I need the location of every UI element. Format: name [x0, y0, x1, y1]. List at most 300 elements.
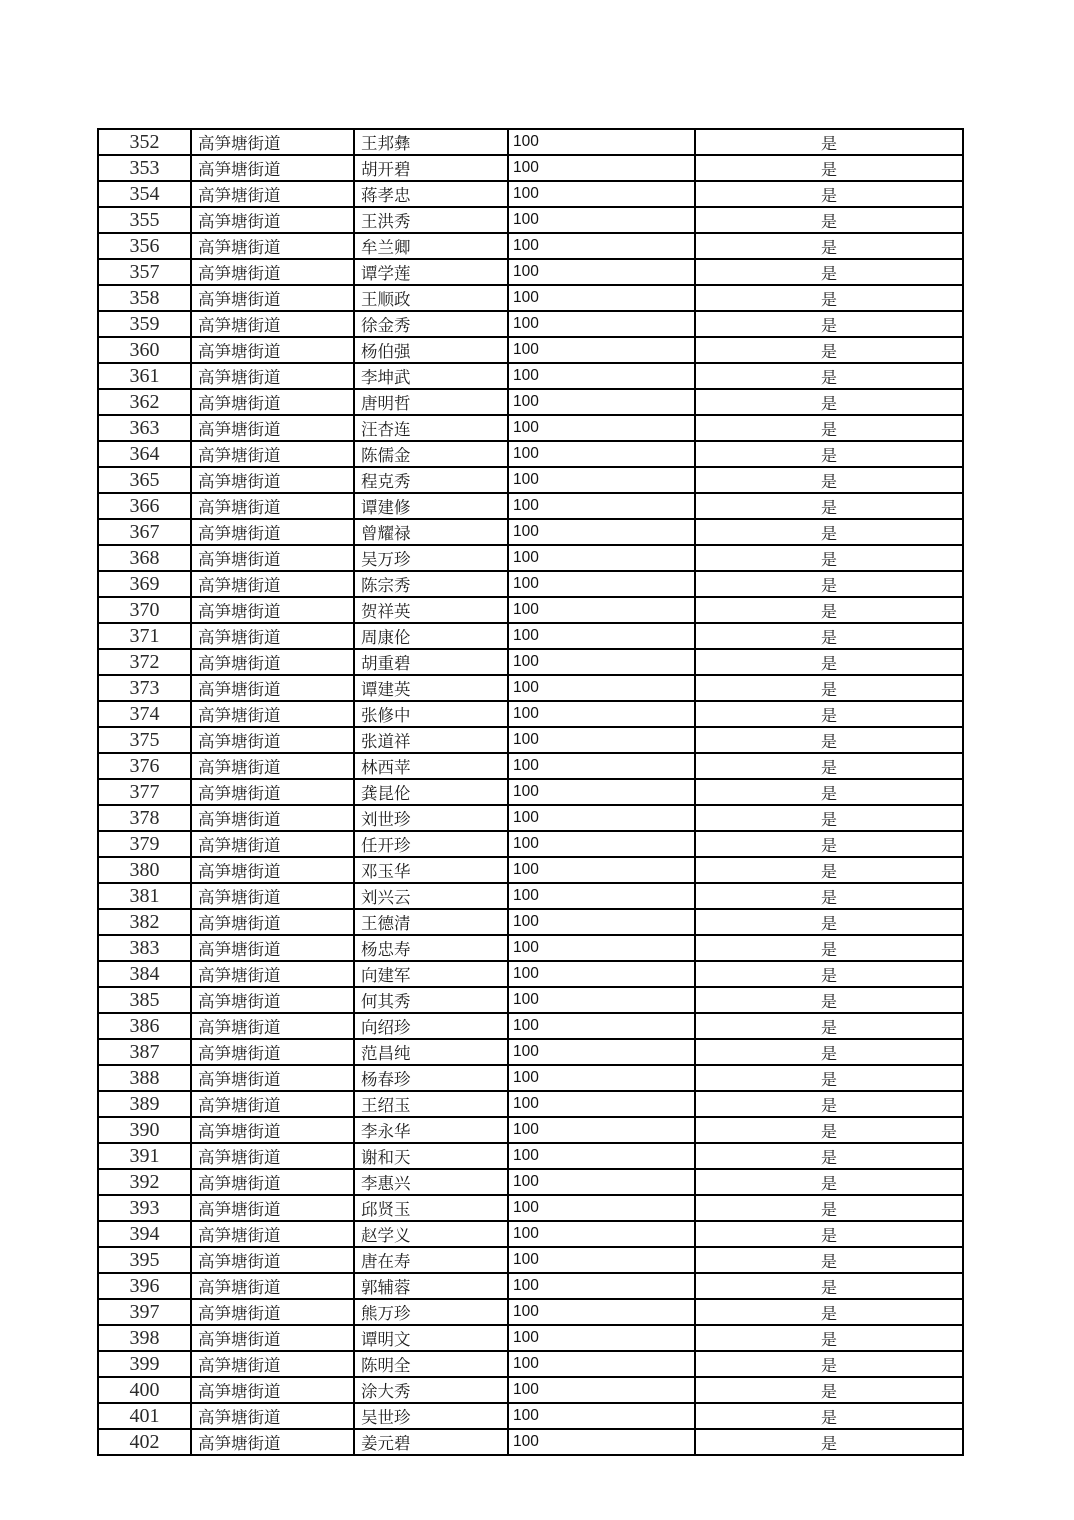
district-cell: 高笋塘街道 [191, 363, 354, 389]
flag-cell: 是 [695, 1195, 963, 1221]
flag-cell: 是 [695, 181, 963, 207]
person-name-cell: 熊万珍 [354, 1299, 508, 1325]
person-name-cell: 张修中 [354, 701, 508, 727]
score-cell: 100 [508, 181, 695, 207]
table-row [98, 805, 963, 831]
score-cell: 100 [508, 1429, 695, 1455]
table-row [98, 389, 963, 415]
flag-cell: 是 [695, 467, 963, 493]
row-number-cell: 352 [98, 129, 191, 155]
person-name-cell: 程克秀 [354, 467, 508, 493]
score-cell: 100 [508, 883, 695, 909]
row-number-cell: 372 [98, 649, 191, 675]
district-cell: 高笋塘街道 [191, 155, 354, 181]
row-number-cell: 360 [98, 337, 191, 363]
district-cell: 高笋塘街道 [191, 805, 354, 831]
person-name-cell: 周康伦 [354, 623, 508, 649]
flag-cell: 是 [695, 363, 963, 389]
row-number-cell: 397 [98, 1299, 191, 1325]
table-row [98, 1091, 963, 1117]
district-cell: 高笋塘街道 [191, 1351, 354, 1377]
row-number-cell: 361 [98, 363, 191, 389]
row-number-cell: 389 [98, 1091, 191, 1117]
table-row [98, 701, 963, 727]
flag-cell: 是 [695, 545, 963, 571]
table-row [98, 831, 963, 857]
person-name-cell: 王顺政 [354, 285, 508, 311]
person-name-cell: 郭辅蓉 [354, 1273, 508, 1299]
roster-table [97, 128, 964, 1456]
table-row [98, 753, 963, 779]
person-name-cell: 范昌纯 [354, 1039, 508, 1065]
person-name-cell: 唐明哲 [354, 389, 508, 415]
flag-cell: 是 [695, 129, 963, 155]
score-cell: 100 [508, 1299, 695, 1325]
flag-cell: 是 [695, 311, 963, 337]
score-cell: 100 [508, 129, 695, 155]
flag-cell: 是 [695, 649, 963, 675]
score-cell: 100 [508, 1377, 695, 1403]
flag-cell: 是 [695, 493, 963, 519]
score-cell: 100 [508, 441, 695, 467]
flag-cell: 是 [695, 935, 963, 961]
flag-cell: 是 [695, 1247, 963, 1273]
flag-cell: 是 [695, 753, 963, 779]
row-number-cell: 370 [98, 597, 191, 623]
district-cell: 高笋塘街道 [191, 883, 354, 909]
flag-cell: 是 [695, 987, 963, 1013]
district-cell: 高笋塘街道 [191, 389, 354, 415]
table-row [98, 857, 963, 883]
score-cell: 100 [508, 311, 695, 337]
row-number-cell: 393 [98, 1195, 191, 1221]
score-cell: 100 [508, 961, 695, 987]
table-row [98, 1143, 963, 1169]
table-row [98, 779, 963, 805]
table-row [98, 987, 963, 1013]
district-cell: 高笋塘街道 [191, 259, 354, 285]
table-row [98, 883, 963, 909]
row-number-cell: 356 [98, 233, 191, 259]
row-number-cell: 354 [98, 181, 191, 207]
score-cell: 100 [508, 1351, 695, 1377]
flag-cell: 是 [695, 389, 963, 415]
district-cell: 高笋塘街道 [191, 181, 354, 207]
district-cell: 高笋塘街道 [191, 831, 354, 857]
flag-cell: 是 [695, 805, 963, 831]
score-cell: 100 [508, 155, 695, 181]
table-row [98, 519, 963, 545]
row-number-cell: 359 [98, 311, 191, 337]
row-number-cell: 395 [98, 1247, 191, 1273]
person-name-cell: 吴世珍 [354, 1403, 508, 1429]
score-cell: 100 [508, 1273, 695, 1299]
score-cell: 100 [508, 935, 695, 961]
row-number-cell: 386 [98, 1013, 191, 1039]
table-row [98, 649, 963, 675]
row-number-cell: 396 [98, 1273, 191, 1299]
district-cell: 高笋塘街道 [191, 779, 354, 805]
row-number-cell: 367 [98, 519, 191, 545]
score-cell: 100 [508, 727, 695, 753]
flag-cell: 是 [695, 233, 963, 259]
table-row [98, 935, 963, 961]
district-cell: 高笋塘街道 [191, 1143, 354, 1169]
score-cell: 100 [508, 779, 695, 805]
table-row [98, 233, 963, 259]
district-cell: 高笋塘街道 [191, 1065, 354, 1091]
score-cell: 100 [508, 701, 695, 727]
district-cell: 高笋塘街道 [191, 1221, 354, 1247]
person-name-cell: 王德清 [354, 909, 508, 935]
table-row [98, 1299, 963, 1325]
person-name-cell: 胡重碧 [354, 649, 508, 675]
row-number-cell: 382 [98, 909, 191, 935]
flag-cell: 是 [695, 1299, 963, 1325]
row-number-cell: 357 [98, 259, 191, 285]
district-cell: 高笋塘街道 [191, 1169, 354, 1195]
district-cell: 高笋塘街道 [191, 1299, 354, 1325]
table-row [98, 1065, 963, 1091]
person-name-cell: 王洪秀 [354, 207, 508, 233]
district-cell: 高笋塘街道 [191, 207, 354, 233]
table-row [98, 467, 963, 493]
table-row [98, 259, 963, 285]
table-row [98, 597, 963, 623]
person-name-cell: 陈儒金 [354, 441, 508, 467]
row-number-cell: 381 [98, 883, 191, 909]
table-row [98, 493, 963, 519]
score-cell: 100 [508, 1169, 695, 1195]
district-cell: 高笋塘街道 [191, 1273, 354, 1299]
score-cell: 100 [508, 1403, 695, 1429]
person-name-cell: 谢和天 [354, 1143, 508, 1169]
score-cell: 100 [508, 623, 695, 649]
score-cell: 100 [508, 363, 695, 389]
row-number-cell: 363 [98, 415, 191, 441]
district-cell: 高笋塘街道 [191, 649, 354, 675]
row-number-cell: 369 [98, 571, 191, 597]
person-name-cell: 陈宗秀 [354, 571, 508, 597]
score-cell: 100 [508, 1013, 695, 1039]
person-name-cell: 曾耀禄 [354, 519, 508, 545]
district-cell: 高笋塘街道 [191, 545, 354, 571]
row-number-cell: 379 [98, 831, 191, 857]
flag-cell: 是 [695, 1377, 963, 1403]
table-row [98, 909, 963, 935]
person-name-cell: 向绍珍 [354, 1013, 508, 1039]
table-row [98, 1117, 963, 1143]
row-number-cell: 387 [98, 1039, 191, 1065]
district-cell: 高笋塘街道 [191, 961, 354, 987]
row-number-cell: 358 [98, 285, 191, 311]
district-cell: 高笋塘街道 [191, 597, 354, 623]
score-cell: 100 [508, 545, 695, 571]
flag-cell: 是 [695, 155, 963, 181]
flag-cell: 是 [695, 571, 963, 597]
table-row [98, 1351, 963, 1377]
district-cell: 高笋塘街道 [191, 701, 354, 727]
table-row [98, 441, 963, 467]
score-cell: 100 [508, 909, 695, 935]
score-cell: 100 [508, 233, 695, 259]
person-name-cell: 姜元碧 [354, 1429, 508, 1455]
table-row [98, 1221, 963, 1247]
district-cell: 高笋塘街道 [191, 1403, 354, 1429]
flag-cell: 是 [695, 207, 963, 233]
flag-cell: 是 [695, 1325, 963, 1351]
flag-cell: 是 [695, 1403, 963, 1429]
flag-cell: 是 [695, 415, 963, 441]
person-name-cell: 谭建英 [354, 675, 508, 701]
district-cell: 高笋塘街道 [191, 857, 354, 883]
table-row [98, 285, 963, 311]
person-name-cell: 刘兴云 [354, 883, 508, 909]
flag-cell: 是 [695, 779, 963, 805]
person-name-cell: 任开珍 [354, 831, 508, 857]
table-row [98, 1013, 963, 1039]
score-cell: 100 [508, 259, 695, 285]
row-number-cell: 401 [98, 1403, 191, 1429]
table-row [98, 1325, 963, 1351]
score-cell: 100 [508, 987, 695, 1013]
person-name-cell: 李永华 [354, 1117, 508, 1143]
table-row [98, 1039, 963, 1065]
district-cell: 高笋塘街道 [191, 1429, 354, 1455]
row-number-cell: 365 [98, 467, 191, 493]
flag-cell: 是 [695, 1221, 963, 1247]
row-number-cell: 374 [98, 701, 191, 727]
row-number-cell: 366 [98, 493, 191, 519]
table-row [98, 415, 963, 441]
table-row [98, 545, 963, 571]
table-row [98, 1273, 963, 1299]
score-cell: 100 [508, 1221, 695, 1247]
score-cell: 100 [508, 597, 695, 623]
person-name-cell: 邓玉华 [354, 857, 508, 883]
district-cell: 高笋塘街道 [191, 311, 354, 337]
row-number-cell: 400 [98, 1377, 191, 1403]
district-cell: 高笋塘街道 [191, 233, 354, 259]
person-name-cell: 谭学莲 [354, 259, 508, 285]
table-row [98, 727, 963, 753]
row-number-cell: 398 [98, 1325, 191, 1351]
score-cell: 100 [508, 675, 695, 701]
row-number-cell: 399 [98, 1351, 191, 1377]
row-number-cell: 371 [98, 623, 191, 649]
flag-cell: 是 [695, 1039, 963, 1065]
row-number-cell: 375 [98, 727, 191, 753]
person-name-cell: 唐在寿 [354, 1247, 508, 1273]
score-cell: 100 [508, 1091, 695, 1117]
score-cell: 100 [508, 805, 695, 831]
person-name-cell: 谭建修 [354, 493, 508, 519]
table-row [98, 1403, 963, 1429]
flag-cell: 是 [695, 961, 963, 987]
score-cell: 100 [508, 857, 695, 883]
score-cell: 100 [508, 1143, 695, 1169]
district-cell: 高笋塘街道 [191, 519, 354, 545]
flag-cell: 是 [695, 857, 963, 883]
district-cell: 高笋塘街道 [191, 987, 354, 1013]
row-number-cell: 383 [98, 935, 191, 961]
person-name-cell: 牟兰卿 [354, 233, 508, 259]
row-number-cell: 373 [98, 675, 191, 701]
score-cell: 100 [508, 519, 695, 545]
district-cell: 高笋塘街道 [191, 493, 354, 519]
district-cell: 高笋塘街道 [191, 441, 354, 467]
row-number-cell: 388 [98, 1065, 191, 1091]
table-row [98, 1169, 963, 1195]
flag-cell: 是 [695, 337, 963, 363]
district-cell: 高笋塘街道 [191, 571, 354, 597]
district-cell: 高笋塘街道 [191, 1247, 354, 1273]
district-cell: 高笋塘街道 [191, 935, 354, 961]
person-name-cell: 王绍玉 [354, 1091, 508, 1117]
score-cell: 100 [508, 571, 695, 597]
score-cell: 100 [508, 207, 695, 233]
table-row [98, 1429, 963, 1455]
district-cell: 高笋塘街道 [191, 1195, 354, 1221]
person-name-cell: 杨伯强 [354, 337, 508, 363]
person-name-cell: 李坤武 [354, 363, 508, 389]
score-cell: 100 [508, 1117, 695, 1143]
flag-cell: 是 [695, 441, 963, 467]
flag-cell: 是 [695, 1091, 963, 1117]
table-body [98, 129, 963, 1455]
person-name-cell: 涂大秀 [354, 1377, 508, 1403]
flag-cell: 是 [695, 1351, 963, 1377]
score-cell: 100 [508, 467, 695, 493]
district-cell: 高笋塘街道 [191, 1117, 354, 1143]
district-cell: 高笋塘街道 [191, 129, 354, 155]
person-name-cell: 李惠兴 [354, 1169, 508, 1195]
flag-cell: 是 [695, 1429, 963, 1455]
row-number-cell: 353 [98, 155, 191, 181]
row-number-cell: 378 [98, 805, 191, 831]
person-name-cell: 杨忠寿 [354, 935, 508, 961]
person-name-cell: 胡开碧 [354, 155, 508, 181]
person-name-cell: 何其秀 [354, 987, 508, 1013]
district-cell: 高笋塘街道 [191, 909, 354, 935]
score-cell: 100 [508, 753, 695, 779]
row-number-cell: 385 [98, 987, 191, 1013]
row-number-cell: 364 [98, 441, 191, 467]
table-row [98, 155, 963, 181]
person-name-cell: 陈明全 [354, 1351, 508, 1377]
district-cell: 高笋塘街道 [191, 1013, 354, 1039]
table-row [98, 181, 963, 207]
score-cell: 100 [508, 389, 695, 415]
flag-cell: 是 [695, 909, 963, 935]
person-name-cell: 王邦彝 [354, 129, 508, 155]
score-cell: 100 [508, 1039, 695, 1065]
row-number-cell: 362 [98, 389, 191, 415]
table-row [98, 1247, 963, 1273]
row-number-cell: 390 [98, 1117, 191, 1143]
district-cell: 高笋塘街道 [191, 1325, 354, 1351]
flag-cell: 是 [695, 519, 963, 545]
person-name-cell: 杨春珍 [354, 1065, 508, 1091]
flag-cell: 是 [695, 883, 963, 909]
flag-cell: 是 [695, 597, 963, 623]
person-name-cell: 吴万珍 [354, 545, 508, 571]
flag-cell: 是 [695, 675, 963, 701]
table-row [98, 337, 963, 363]
flag-cell: 是 [695, 727, 963, 753]
flag-cell: 是 [695, 623, 963, 649]
table-row [98, 207, 963, 233]
row-number-cell: 384 [98, 961, 191, 987]
district-cell: 高笋塘街道 [191, 467, 354, 493]
score-cell: 100 [508, 1195, 695, 1221]
person-name-cell: 邱贤玉 [354, 1195, 508, 1221]
score-cell: 100 [508, 1325, 695, 1351]
person-name-cell: 林西苹 [354, 753, 508, 779]
person-name-cell: 张道祥 [354, 727, 508, 753]
flag-cell: 是 [695, 831, 963, 857]
person-name-cell: 蒋孝忠 [354, 181, 508, 207]
flag-cell: 是 [695, 1169, 963, 1195]
score-cell: 100 [508, 1065, 695, 1091]
flag-cell: 是 [695, 1143, 963, 1169]
flag-cell: 是 [695, 1273, 963, 1299]
flag-cell: 是 [695, 1065, 963, 1091]
district-cell: 高笋塘街道 [191, 285, 354, 311]
person-name-cell: 赵学义 [354, 1221, 508, 1247]
table-row [98, 1377, 963, 1403]
score-cell: 100 [508, 337, 695, 363]
row-number-cell: 355 [98, 207, 191, 233]
row-number-cell: 392 [98, 1169, 191, 1195]
person-name-cell: 汪杏连 [354, 415, 508, 441]
row-number-cell: 377 [98, 779, 191, 805]
table-row [98, 571, 963, 597]
district-cell: 高笋塘街道 [191, 753, 354, 779]
row-number-cell: 402 [98, 1429, 191, 1455]
table-row [98, 129, 963, 155]
row-number-cell: 391 [98, 1143, 191, 1169]
district-cell: 高笋塘街道 [191, 675, 354, 701]
table-row [98, 311, 963, 337]
flag-cell: 是 [695, 285, 963, 311]
flag-cell: 是 [695, 1117, 963, 1143]
score-cell: 100 [508, 1247, 695, 1273]
score-cell: 100 [508, 649, 695, 675]
table-row [98, 675, 963, 701]
person-name-cell: 贺祥英 [354, 597, 508, 623]
flag-cell: 是 [695, 701, 963, 727]
person-name-cell: 刘世珍 [354, 805, 508, 831]
flag-cell: 是 [695, 1013, 963, 1039]
person-name-cell: 谭明文 [354, 1325, 508, 1351]
row-number-cell: 368 [98, 545, 191, 571]
district-cell: 高笋塘街道 [191, 623, 354, 649]
district-cell: 高笋塘街道 [191, 1039, 354, 1065]
table-row [98, 961, 963, 987]
person-name-cell: 向建军 [354, 961, 508, 987]
flag-cell: 是 [695, 259, 963, 285]
table-row [98, 363, 963, 389]
score-cell: 100 [508, 415, 695, 441]
person-name-cell: 龚昆伦 [354, 779, 508, 805]
district-cell: 高笋塘街道 [191, 337, 354, 363]
table-row [98, 623, 963, 649]
district-cell: 高笋塘街道 [191, 415, 354, 441]
row-number-cell: 394 [98, 1221, 191, 1247]
score-cell: 100 [508, 493, 695, 519]
row-number-cell: 380 [98, 857, 191, 883]
